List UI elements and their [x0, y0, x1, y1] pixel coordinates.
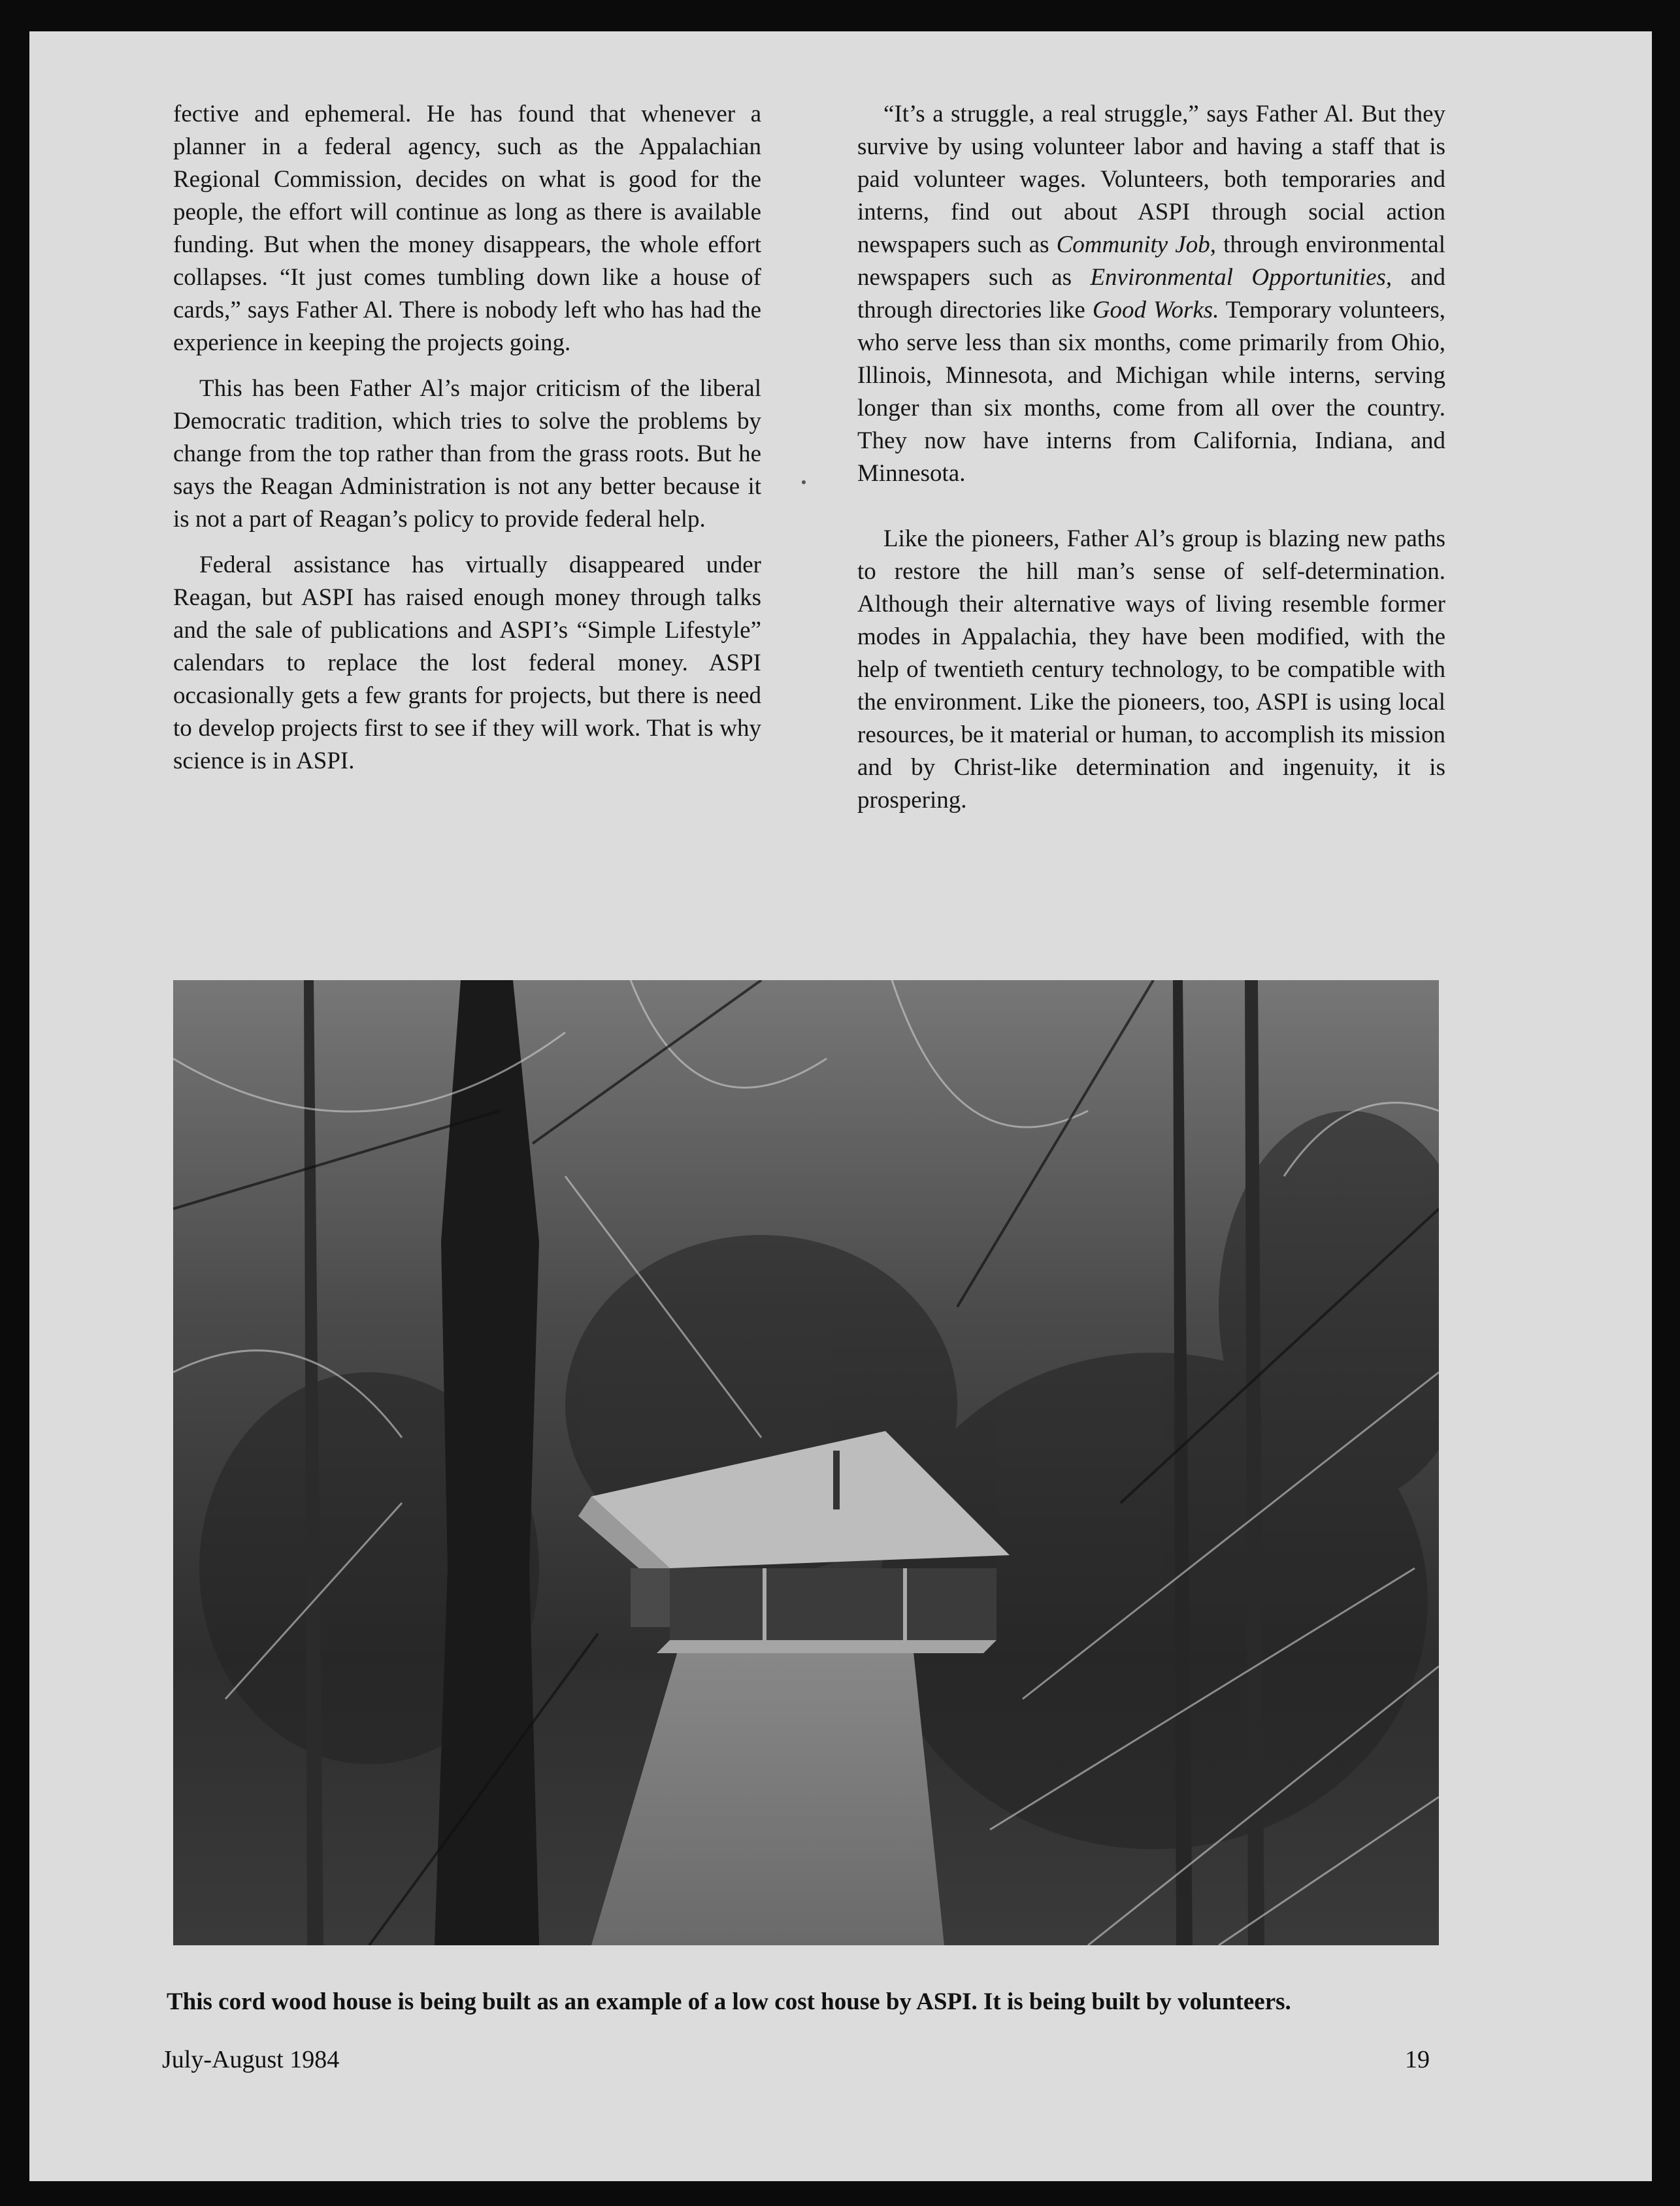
right-paragraph-1-text-d: Temporary volunteers, who serve less than six months, come primarily from Ohio, Illinois, Minnesota, and Michigan while interns, serving longer than six months, come from all over the country. They now have interns from California, Indiana, and Minnesota. [857, 297, 1445, 487]
stray-dot [802, 480, 806, 484]
right-column [857, 98, 1445, 830]
photo-caption: This cord wood house is being built as an example of a low cost house by ASPI. It is being built by volunteers. [167, 1988, 1291, 2015]
right-paragraph-1 [857, 98, 1445, 490]
left-paragraph-3: Federal assistance has virtually disappeared under Reagan, but ASPI has raised enough money through talks and the sale of publications and ASPI’s “Simple Lifestyle” calendars to replace the lost federal money. ASPI occasionally gets a few grants for projects, but there is need to develop projects first to see if they will work. That is why science is in ASPI. [173, 552, 761, 774]
left-paragraph-1: fective and ephemeral. He has found that whenever a planner in a federal agency, such as the Appalachian Regional Commission, decides on what is good for the people, the effort will continue as long as there is available funding. But when the money disappears, the whole effort collapses. “It just comes tumbling down like a house of cards,” says Father Al. There is nobody left who has had the experience in keeping the projects going. [173, 101, 761, 356]
left-column [173, 98, 761, 791]
right-paragraph-1-text-a: “It’s a struggle, a real struggle,” says Father Al. But they survive by using volunteer labor and having a staff that is paid volunteer wages. Volunteers, both temporaries and interns, find out about ASPI through social action newspapers such as [857, 101, 1445, 258]
page-number: 19 [1405, 2046, 1430, 2073]
publication-good-works: Good Works. [1092, 297, 1219, 323]
left-paragraph-2: This has been Father Al’s major criticism of the liberal Democratic tradition, which tries to solve the problems by change from the top rather than from the grass roots. But he says the Reagan Administration is not any better because it is not a part of Reagan’s policy to provide federal help. [173, 375, 761, 533]
issue-date: July-August 1984 [162, 2046, 340, 2073]
right-paragraph-2: Like the pioneers, Father Al’s group is blazing new paths to restore the hill man’s sense of self-determination. Although their alternative ways of living resemble former modes in Appalachia, they have been modified, with the help of twentieth century technology, to be compatible with the environment. Like the pioneers, too, ASPI is using local resources, be it material or human, to accomplish its mission and by Christ-like determination and ingenuity, it is prospering. [857, 525, 1445, 814]
publication-environmental-opportunities: Environmental Opportunities, [1090, 264, 1392, 291]
photo-cordwood-house [173, 980, 1439, 1945]
right-paragraph-1-text-c: and through directories like [857, 264, 1446, 323]
right-paragraph-1-text-b: through environmental newspapers such as [857, 231, 1445, 291]
publication-community-job: Community Job, [1056, 231, 1216, 258]
